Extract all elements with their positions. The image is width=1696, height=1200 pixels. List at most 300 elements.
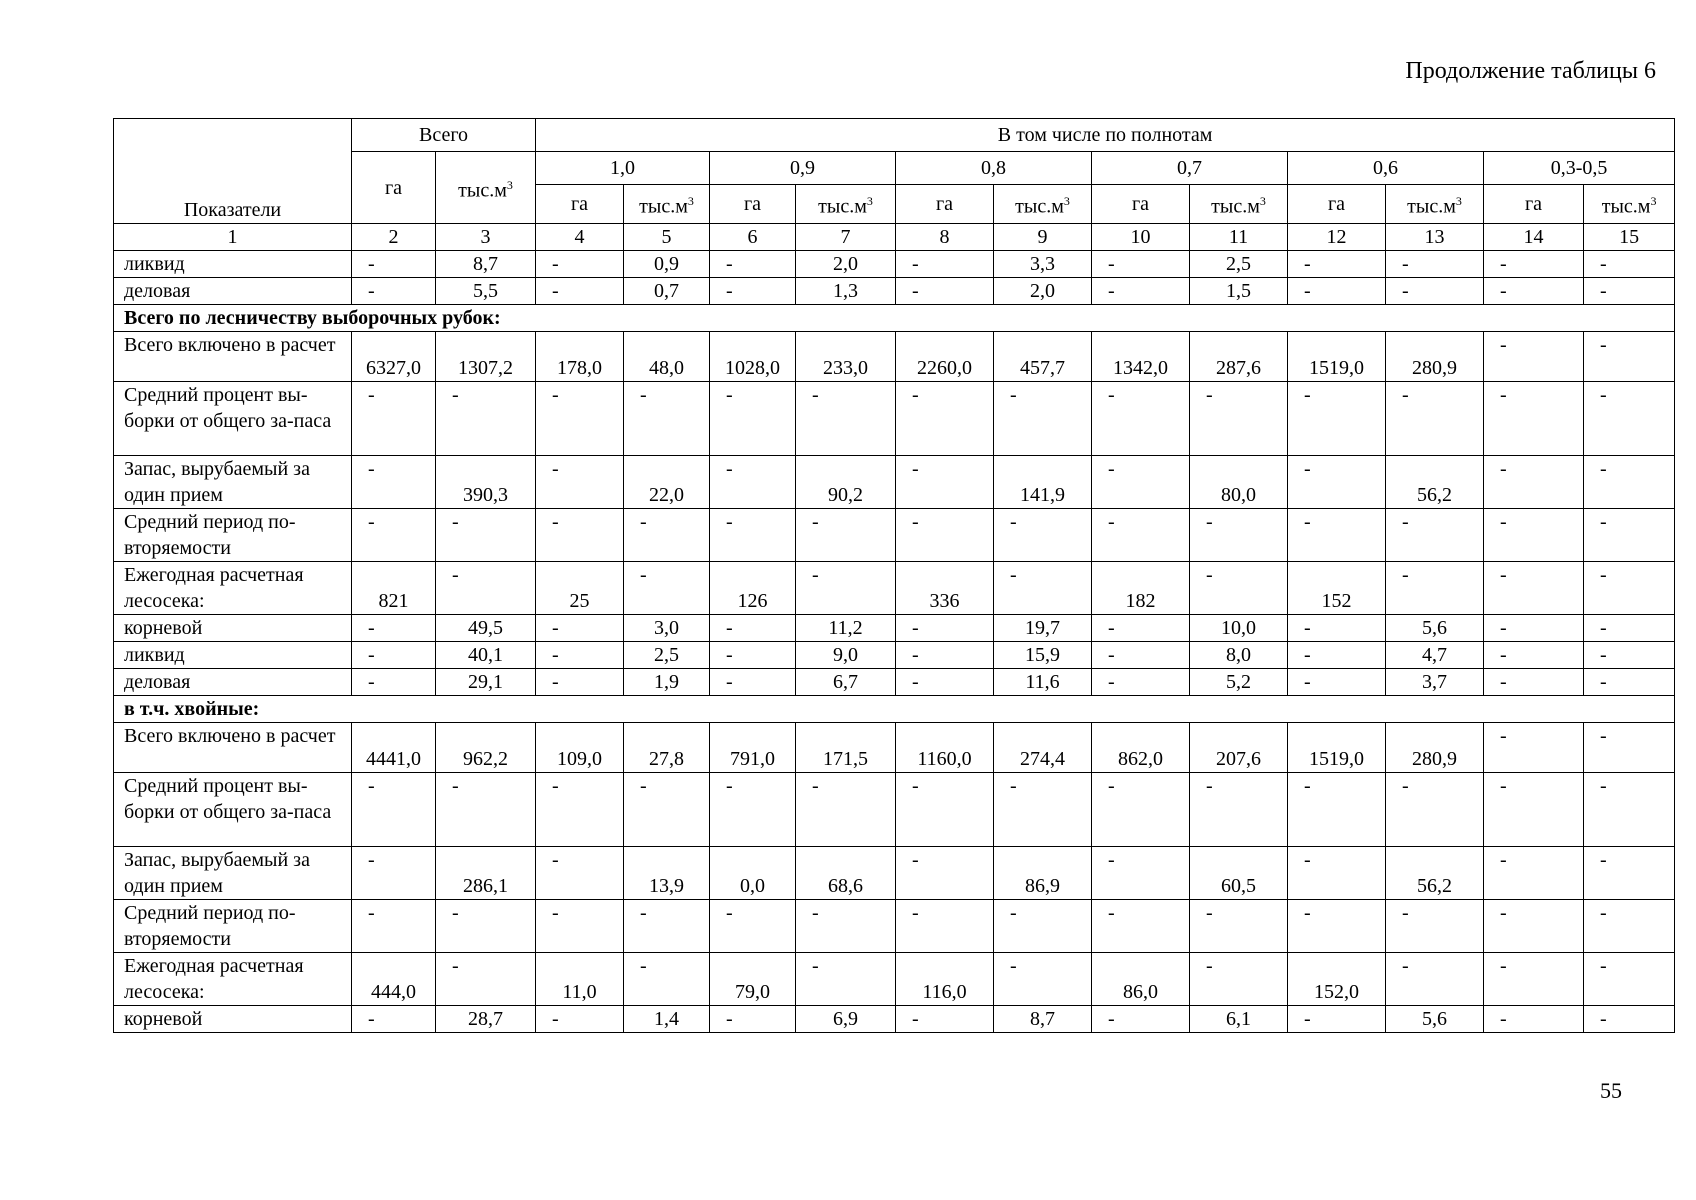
value-cell: - — [710, 669, 796, 696]
value-cell: - — [624, 953, 710, 1006]
value-cell: 3,0 — [624, 615, 710, 642]
column-number: 5 — [624, 224, 710, 251]
value-cell: 6,1 — [1190, 1006, 1288, 1033]
value-cell: - — [1484, 562, 1584, 615]
value-cell: - — [1584, 953, 1675, 1006]
value-cell: - — [1092, 669, 1190, 696]
value-cell: 79,0 — [710, 953, 796, 1006]
table-row — [114, 251, 1675, 278]
value-cell: - — [710, 1006, 796, 1033]
value-cell: 0,7 — [624, 278, 710, 305]
indicator-label: Ежегодная расчетная лесосека: — [114, 562, 352, 615]
value-cell: 233,0 — [796, 332, 896, 382]
value-cell: - — [896, 669, 994, 696]
value-cell: - — [710, 382, 796, 456]
table-row — [114, 332, 1675, 382]
value-cell: - — [896, 278, 994, 305]
value-cell: - — [1484, 669, 1584, 696]
value-cell: - — [436, 382, 536, 456]
value-cell: - — [1288, 773, 1386, 847]
value-cell: - — [1584, 1006, 1675, 1033]
value-cell: 0,0 — [710, 847, 796, 900]
section-row — [114, 305, 1675, 332]
density-header: 0,6 — [1288, 152, 1484, 185]
value-cell: - — [1288, 615, 1386, 642]
value-cell: - — [1386, 251, 1484, 278]
value-cell: - — [1584, 773, 1675, 847]
value-cell: - — [796, 509, 896, 562]
column-number: 6 — [710, 224, 796, 251]
value-cell: - — [896, 847, 994, 900]
value-cell: - — [536, 773, 624, 847]
table-row — [114, 509, 1675, 562]
total-ha-header: га — [352, 152, 436, 224]
value-cell: - — [1288, 278, 1386, 305]
value-cell: - — [352, 773, 436, 847]
value-cell: - — [1484, 953, 1584, 1006]
density-header: 1,0 — [536, 152, 710, 185]
value-cell: 152,0 — [1288, 953, 1386, 1006]
value-cell: - — [994, 562, 1092, 615]
density-header: 0,3-0,5 — [1484, 152, 1675, 185]
value-cell: - — [352, 251, 436, 278]
value-cell: 2260,0 — [896, 332, 994, 382]
value-cell: 1519,0 — [1288, 723, 1386, 773]
table-row — [114, 723, 1675, 773]
value-cell: 3,3 — [994, 251, 1092, 278]
indicator-label: Всего включено в расчет — [114, 723, 352, 773]
column-number-row — [114, 224, 1675, 251]
column-number: 11 — [1190, 224, 1288, 251]
density-header: 0,9 — [710, 152, 896, 185]
value-cell: - — [536, 1006, 624, 1033]
value-cell: - — [896, 509, 994, 562]
value-cell: - — [1288, 509, 1386, 562]
table-row — [114, 953, 1675, 1006]
value-cell: 29,1 — [436, 669, 536, 696]
column-number: 8 — [896, 224, 994, 251]
column-number: 10 — [1092, 224, 1190, 251]
value-cell: - — [1386, 509, 1484, 562]
value-cell: - — [796, 900, 896, 953]
value-cell: 1,9 — [624, 669, 710, 696]
value-cell: - — [436, 562, 536, 615]
value-cell: 109,0 — [536, 723, 624, 773]
indicator-label: ликвид — [114, 251, 352, 278]
value-cell: 286,1 — [436, 847, 536, 900]
value-cell: - — [1288, 251, 1386, 278]
value-cell: 5,6 — [1386, 1006, 1484, 1033]
value-cell: 274,4 — [994, 723, 1092, 773]
total-header: Всего — [352, 119, 536, 152]
value-cell: - — [896, 900, 994, 953]
value-cell: - — [1584, 669, 1675, 696]
indicator-label: Запас, вырубаемый за один прием — [114, 456, 352, 509]
density-header: 0,7 — [1092, 152, 1288, 185]
value-cell: - — [624, 562, 710, 615]
value-cell: - — [536, 642, 624, 669]
value-cell: 116,0 — [896, 953, 994, 1006]
value-cell: - — [710, 278, 796, 305]
value-cell: 80,0 — [1190, 456, 1288, 509]
value-cell: 60,5 — [1190, 847, 1288, 900]
value-cell: - — [536, 251, 624, 278]
unit-ha-header: га — [1484, 185, 1584, 224]
value-cell: - — [796, 382, 896, 456]
value-cell: - — [352, 900, 436, 953]
density-header: 0,8 — [896, 152, 1092, 185]
value-cell: 1,4 — [624, 1006, 710, 1033]
value-cell: - — [1092, 251, 1190, 278]
value-cell: 821 — [352, 562, 436, 615]
unit-m3-header: $тыс.м^3$ — [1190, 185, 1288, 224]
indicator-label: Средний период по-вторяемости — [114, 900, 352, 953]
indicator-label: Средний процент вы-борки от общего за-паса — [114, 773, 352, 847]
value-cell: 390,3 — [436, 456, 536, 509]
column-number: 15 — [1584, 224, 1675, 251]
value-cell: - — [710, 251, 796, 278]
value-cell: - — [1092, 509, 1190, 562]
value-cell: 207,6 — [1190, 723, 1288, 773]
value-cell: - — [1190, 562, 1288, 615]
value-cell: 0,9 — [624, 251, 710, 278]
unit-ha-header: га — [710, 185, 796, 224]
value-cell: - — [1584, 562, 1675, 615]
value-cell: 2,5 — [1190, 251, 1288, 278]
table-row — [114, 773, 1675, 847]
value-cell: 6,7 — [796, 669, 896, 696]
value-cell: - — [1092, 900, 1190, 953]
value-cell: - — [1484, 615, 1584, 642]
value-cell: 1342,0 — [1092, 332, 1190, 382]
value-cell: - — [1584, 642, 1675, 669]
table-row — [114, 562, 1675, 615]
value-cell: - — [796, 562, 896, 615]
table-row — [114, 900, 1675, 953]
value-cell: - — [536, 847, 624, 900]
unit-ha-header: га — [896, 185, 994, 224]
value-cell: - — [796, 773, 896, 847]
table-row — [114, 382, 1675, 456]
value-cell: - — [352, 1006, 436, 1033]
value-cell: - — [1484, 509, 1584, 562]
value-cell: 11,0 — [536, 953, 624, 1006]
value-cell: 25 — [536, 562, 624, 615]
value-cell: 4441,0 — [352, 723, 436, 773]
table-row — [114, 642, 1675, 669]
value-cell: - — [1092, 615, 1190, 642]
value-cell: - — [1190, 953, 1288, 1006]
value-cell: 86,0 — [1092, 953, 1190, 1006]
value-cell: - — [1484, 251, 1584, 278]
indicator-label: Запас, вырубаемый за один прием — [114, 847, 352, 900]
value-cell: - — [1584, 509, 1675, 562]
column-number: 4 — [536, 224, 624, 251]
value-cell: - — [536, 900, 624, 953]
including-header: В том числе по полнотам — [536, 119, 1675, 152]
value-cell: - — [1584, 900, 1675, 953]
value-cell: - — [1484, 900, 1584, 953]
value-cell: - — [1484, 642, 1584, 669]
value-cell: - — [536, 615, 624, 642]
value-cell: - — [994, 382, 1092, 456]
value-cell: - — [536, 278, 624, 305]
value-cell: 171,5 — [796, 723, 896, 773]
value-cell: 8,0 — [1190, 642, 1288, 669]
table-row — [114, 669, 1675, 696]
value-cell: 280,9 — [1386, 723, 1484, 773]
value-cell: - — [1386, 900, 1484, 953]
value-cell: 791,0 — [710, 723, 796, 773]
value-cell: - — [1190, 382, 1288, 456]
value-cell: - — [352, 382, 436, 456]
value-cell: 862,0 — [1092, 723, 1190, 773]
value-cell: - — [624, 382, 710, 456]
value-cell: - — [994, 509, 1092, 562]
value-cell: 5,5 — [436, 278, 536, 305]
value-cell: - — [1484, 332, 1584, 382]
value-cell: - — [436, 509, 536, 562]
value-cell: 6327,0 — [352, 332, 436, 382]
value-cell: 27,8 — [624, 723, 710, 773]
value-cell: - — [436, 953, 536, 1006]
column-number: 1 — [114, 224, 352, 251]
value-cell: 2,0 — [994, 278, 1092, 305]
value-cell: - — [352, 615, 436, 642]
value-cell: 6,9 — [796, 1006, 896, 1033]
value-cell: - — [1386, 562, 1484, 615]
unit-m3-header: $тыс.м^3$ — [1584, 185, 1675, 224]
value-cell: - — [352, 642, 436, 669]
value-cell: 444,0 — [352, 953, 436, 1006]
value-cell: - — [1584, 332, 1675, 382]
value-cell: 9,0 — [796, 642, 896, 669]
total-m3-header: $тыс.м^3$ — [436, 152, 536, 224]
column-number: 13 — [1386, 224, 1484, 251]
value-cell: - — [896, 456, 994, 509]
value-cell: - — [1484, 773, 1584, 847]
value-cell: - — [1190, 900, 1288, 953]
value-cell: - — [1386, 382, 1484, 456]
value-cell: - — [994, 773, 1092, 847]
value-cell: - — [1584, 615, 1675, 642]
value-cell: 126 — [710, 562, 796, 615]
value-cell: - — [1288, 900, 1386, 953]
value-cell: 4,7 — [1386, 642, 1484, 669]
page-number: 55 — [1600, 1078, 1622, 1103]
value-cell: - — [1386, 953, 1484, 1006]
indicator-label: Ежегодная расчетная лесосека: — [114, 953, 352, 1006]
value-cell: 11,6 — [994, 669, 1092, 696]
value-cell: - — [1584, 723, 1675, 773]
indicator-label: корневой — [114, 1006, 352, 1033]
value-cell: - — [896, 773, 994, 847]
value-cell: - — [536, 509, 624, 562]
value-cell: - — [994, 900, 1092, 953]
value-cell: - — [1386, 773, 1484, 847]
value-cell: 280,9 — [1386, 332, 1484, 382]
table-row — [114, 278, 1675, 305]
value-cell: 1307,2 — [436, 332, 536, 382]
value-cell: - — [624, 900, 710, 953]
value-cell: - — [1092, 278, 1190, 305]
value-cell: 40,1 — [436, 642, 536, 669]
unit-ha-header: га — [536, 185, 624, 224]
value-cell: - — [352, 278, 436, 305]
indicators-header: Показатели — [114, 119, 352, 224]
value-cell: 141,9 — [994, 456, 1092, 509]
value-cell: - — [710, 900, 796, 953]
indicator-label: Всего включено в расчет — [114, 332, 352, 382]
value-cell: - — [1288, 642, 1386, 669]
value-cell: - — [1484, 723, 1584, 773]
value-cell: - — [1484, 278, 1584, 305]
value-cell: - — [1584, 382, 1675, 456]
value-cell: 457,7 — [994, 332, 1092, 382]
value-cell: - — [352, 509, 436, 562]
section-title: в т.ч. хвойные: — [114, 696, 1675, 723]
value-cell: 11,2 — [796, 615, 896, 642]
forestry-table — [113, 118, 1675, 1033]
unit-m3-header: $тыс.м^3$ — [994, 185, 1092, 224]
value-cell: - — [1288, 847, 1386, 900]
value-cell: - — [896, 382, 994, 456]
value-cell: 336 — [896, 562, 994, 615]
indicator-label: деловая — [114, 278, 352, 305]
indicator-label: Средний процент вы-борки от общего за-паса — [114, 382, 352, 456]
value-cell: - — [1092, 1006, 1190, 1033]
value-cell: - — [1288, 456, 1386, 509]
value-cell: 90,2 — [796, 456, 896, 509]
value-cell: 13,9 — [624, 847, 710, 900]
value-cell: 10,0 — [1190, 615, 1288, 642]
unit-m3-header: $тыс.м^3$ — [624, 185, 710, 224]
value-cell: - — [1584, 847, 1675, 900]
value-cell: 152 — [1288, 562, 1386, 615]
value-cell: - — [1092, 456, 1190, 509]
value-cell: - — [1190, 773, 1288, 847]
value-cell: - — [710, 456, 796, 509]
value-cell: - — [710, 615, 796, 642]
column-number: 12 — [1288, 224, 1386, 251]
value-cell: 8,7 — [436, 251, 536, 278]
value-cell: - — [536, 669, 624, 696]
value-cell: 68,6 — [796, 847, 896, 900]
value-cell: - — [352, 456, 436, 509]
value-cell: 2,0 — [796, 251, 896, 278]
value-cell: - — [1092, 847, 1190, 900]
value-cell: 287,6 — [1190, 332, 1288, 382]
value-cell: - — [436, 900, 536, 953]
value-cell: - — [1386, 278, 1484, 305]
value-cell: - — [796, 953, 896, 1006]
value-cell: 1160,0 — [896, 723, 994, 773]
value-cell: - — [896, 1006, 994, 1033]
value-cell: - — [1484, 1006, 1584, 1033]
section-title: Всего по лесничеству выборочных рубок: — [114, 305, 1675, 332]
indicator-label: Средний период по-вторяемости — [114, 509, 352, 562]
value-cell: - — [710, 642, 796, 669]
column-number: 2 — [352, 224, 436, 251]
value-cell: 8,7 — [994, 1006, 1092, 1033]
value-cell: - — [710, 773, 796, 847]
value-cell: - — [896, 642, 994, 669]
value-cell: 28,7 — [436, 1006, 536, 1033]
unit-ha-header: га — [1288, 185, 1386, 224]
value-cell: - — [1584, 278, 1675, 305]
indicator-label: корневой — [114, 615, 352, 642]
value-cell: - — [1288, 669, 1386, 696]
value-cell: 178,0 — [536, 332, 624, 382]
value-cell: - — [1092, 642, 1190, 669]
indicator-label: ликвид — [114, 642, 352, 669]
value-cell: - — [352, 669, 436, 696]
value-cell: 1519,0 — [1288, 332, 1386, 382]
value-cell: - — [1584, 456, 1675, 509]
column-number: 7 — [796, 224, 896, 251]
value-cell: - — [1190, 509, 1288, 562]
value-cell: - — [1584, 251, 1675, 278]
column-number: 9 — [994, 224, 1092, 251]
value-cell: 19,7 — [994, 615, 1092, 642]
table-row — [114, 1006, 1675, 1033]
header-row-1 — [114, 119, 1675, 152]
value-cell: 5,2 — [1190, 669, 1288, 696]
value-cell: - — [1484, 847, 1584, 900]
value-cell: 1028,0 — [710, 332, 796, 382]
section-row — [114, 696, 1675, 723]
value-cell: - — [1484, 456, 1584, 509]
value-cell: - — [1092, 382, 1190, 456]
value-cell: - — [896, 251, 994, 278]
value-cell: - — [1484, 382, 1584, 456]
value-cell: 48,0 — [624, 332, 710, 382]
unit-m3-header: $тыс.м^3$ — [796, 185, 896, 224]
value-cell: - — [710, 509, 796, 562]
value-cell: 3,7 — [1386, 669, 1484, 696]
value-cell: 2,5 — [624, 642, 710, 669]
value-cell: 5,6 — [1386, 615, 1484, 642]
value-cell: - — [536, 456, 624, 509]
table-row — [114, 456, 1675, 509]
value-cell: 56,2 — [1386, 847, 1484, 900]
value-cell: - — [896, 615, 994, 642]
value-cell: - — [352, 847, 436, 900]
table-row — [114, 847, 1675, 900]
value-cell: - — [994, 953, 1092, 1006]
value-cell: - — [1092, 773, 1190, 847]
indicator-label: деловая — [114, 669, 352, 696]
column-number: 3 — [436, 224, 536, 251]
value-cell: - — [624, 773, 710, 847]
value-cell: - — [1288, 1006, 1386, 1033]
unit-m3-header: $тыс.м^3$ — [1386, 185, 1484, 224]
value-cell: 962,2 — [436, 723, 536, 773]
value-cell: 86,9 — [994, 847, 1092, 900]
value-cell: 49,5 — [436, 615, 536, 642]
value-cell: 15,9 — [994, 642, 1092, 669]
value-cell: 22,0 — [624, 456, 710, 509]
value-cell: 56,2 — [1386, 456, 1484, 509]
table-row — [114, 615, 1675, 642]
value-cell: 182 — [1092, 562, 1190, 615]
value-cell: - — [624, 509, 710, 562]
value-cell: - — [536, 382, 624, 456]
column-number: 14 — [1484, 224, 1584, 251]
value-cell: - — [436, 773, 536, 847]
unit-ha-header: га — [1092, 185, 1190, 224]
value-cell: 1,3 — [796, 278, 896, 305]
